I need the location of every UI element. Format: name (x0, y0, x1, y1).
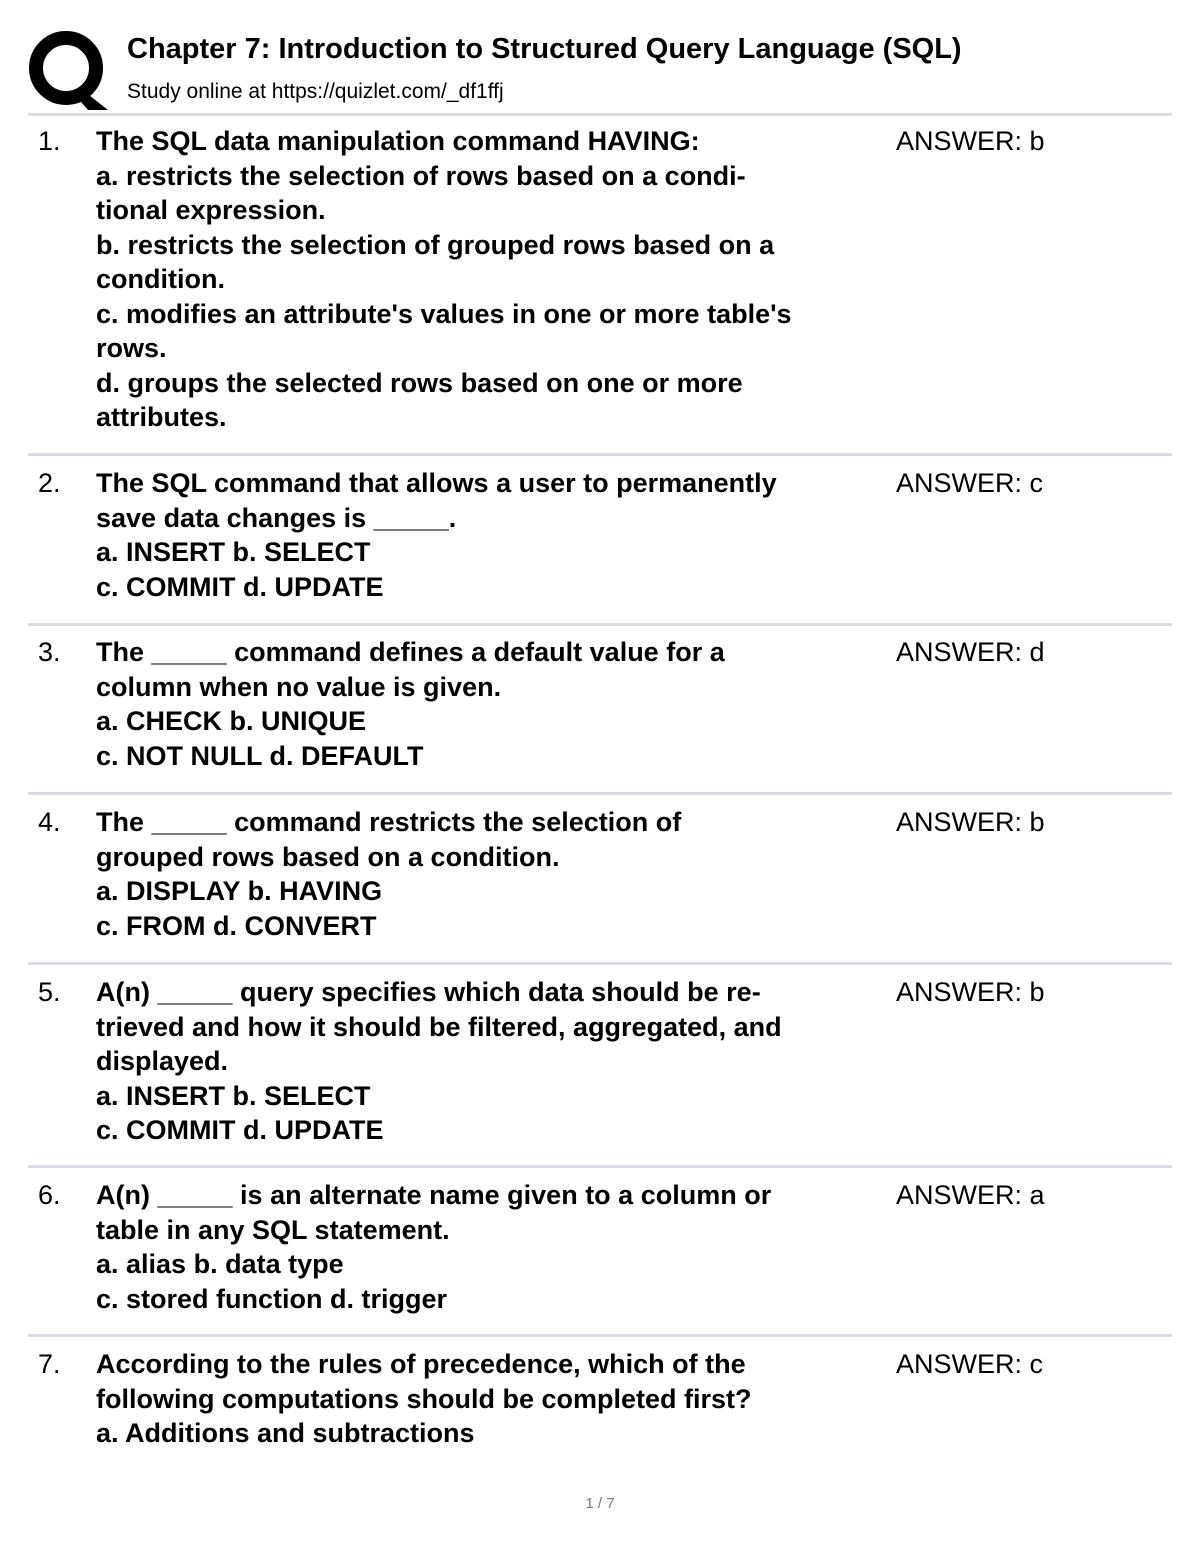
question-text: A(n) _____ query specifies which data should be re- trieved and how it should be filtered, aggregated, and displayed. a. INSERT b. SELECT c. COMMIT d. UPDATE (96, 977, 782, 1145)
answer-text: ANSWER: a (896, 1180, 1045, 1210)
question-text: According to the rules of precedence, which of the following computations should be completed first? a. Additions and subtractions (96, 1349, 752, 1448)
quizlet-logo (28, 30, 108, 110)
card-number: 2. (38, 468, 61, 498)
divider (28, 453, 1172, 456)
divider (28, 1334, 1172, 1337)
divider (28, 792, 1172, 795)
question-text: A(n) _____ is an alternate name given to a column or table in any SQL statement. a. alias b. data type c. stored function d. trigger (96, 1180, 772, 1314)
divider (28, 623, 1172, 626)
card-number: 5. (38, 977, 61, 1007)
divider (28, 1165, 1172, 1168)
divider (28, 113, 1172, 116)
question-text: The _____ command defines a default value for a column when no value is given. a. CHECK b. UNIQUE c. NOT NULL d. DEFAULT (96, 637, 725, 771)
question-text: The _____ command restricts the selection of grouped rows based on a condition. a. DISPLAY b. HAVING c. FROM d. CONVERT (96, 807, 682, 941)
card-number: 1. (38, 126, 61, 156)
study-link[interactable]: Study online at https://quizlet.com/_df1ffj (127, 80, 504, 103)
card-number: 3. (38, 637, 61, 667)
question-text: The SQL data manipulation command HAVING: a. restricts the selection of rows based on a condi- tional expression. b. restricts the selection of grouped rows based on a condition. c. modifies an attribute's values in one or more table's rows. d. groups the selected rows based on one or more attributes. (96, 126, 792, 432)
answer-text: ANSWER: d (896, 637, 1045, 667)
card-number: 6. (38, 1180, 61, 1210)
card-number: 7. (38, 1349, 61, 1379)
answer-text: ANSWER: b (896, 126, 1045, 156)
answer-text: ANSWER: c (896, 1349, 1044, 1379)
question-text: The SQL command that allows a user to permanently save data changes is _____. a. INSERT b. SELECT c. COMMIT d. UPDATE (96, 468, 777, 602)
answer-text: ANSWER: b (896, 807, 1045, 837)
card-number: 4. (38, 807, 61, 837)
answer-text: ANSWER: c (896, 468, 1044, 498)
answer-text: ANSWER: b (896, 977, 1045, 1007)
page-indicator: 1 / 7 (585, 1495, 615, 1512)
divider (28, 962, 1172, 965)
page-title: Chapter 7: Introduction to Structured Query Language (SQL) (127, 33, 962, 65)
